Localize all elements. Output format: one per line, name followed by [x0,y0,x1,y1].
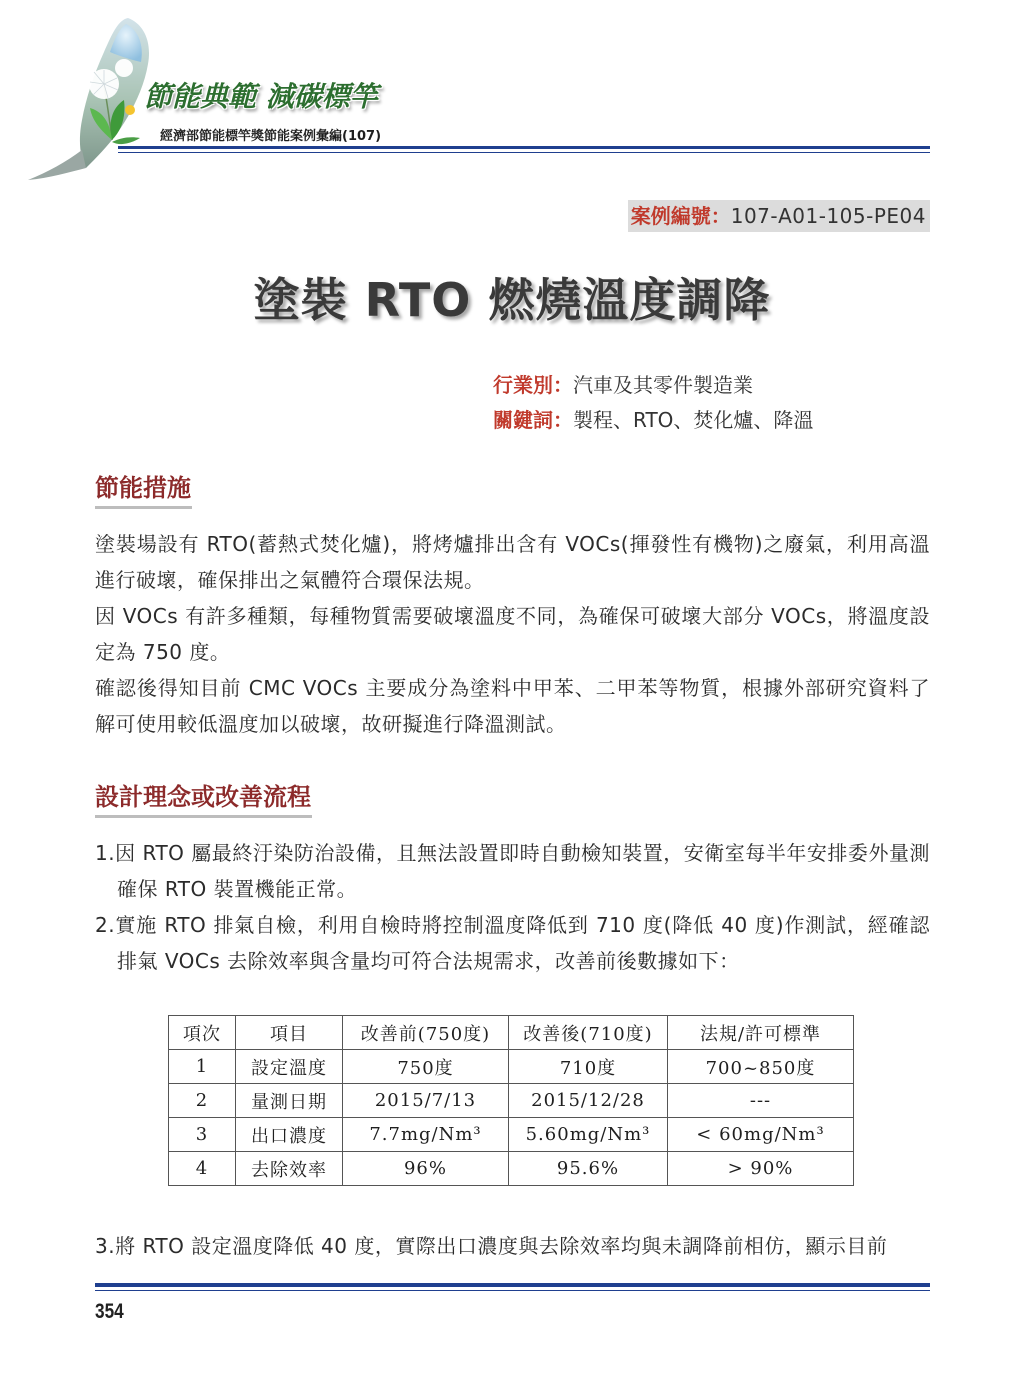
header-rule-thin [118,152,930,153]
table-row [169,1050,854,1084]
table-cell: 700~850度 [668,1050,854,1084]
list-item: 1.因 RTO 屬最終汙染防治設備，且無法設置即時自動檢知裝置，安衛室每半年安排委外量測確保 RTO 裝置機能正常。 [95,841,930,901]
table-cell: 2 [169,1084,236,1118]
list-item: 2.實施 RTO 排氣自檢，利用自檢時將控制溫度降低到 710 度(降低 40 度)作測試，經確認排氣 VOCs 去除效率與含量均可符合法規需求，改善前後數據如下： [95,913,930,973]
table-cell: 4 [169,1152,236,1186]
table-cell: 5.60mg/Nm³ [509,1118,668,1152]
paragraph: 因 VOCs 有許多種類，每種物質需要破壞溫度不同，為確保可破壞大部分 VOCs，將溫度設定為 750 度。 [95,604,930,664]
table-header-cell: 改善後(710度) [509,1016,668,1050]
table-cell: 95.6% [509,1152,668,1186]
improvement-data-table [168,1015,854,1186]
table-cell: < 60mg/Nm³ [668,1118,854,1152]
table-cell: 750度 [343,1050,509,1084]
page-number: 354 [95,1300,124,1323]
table-cell: > 90% [668,1152,854,1186]
table-header-cell: 項次 [169,1016,236,1050]
table-row [169,1152,854,1186]
list-item: 3.將 RTO 設定溫度降低 40 度，實際出口濃度與去除效率均與未調降前相仿，顯示目前 [95,1234,888,1258]
table-header-cell: 法規/許可標準 [668,1016,854,1050]
table-row [169,1084,854,1118]
table-cell: 去除效率 [236,1152,343,1186]
brand-title: 節能典範 減碳標竿 [144,80,378,113]
table-cell: --- [668,1084,854,1118]
case-number-label: 案例編號： [630,204,731,228]
industry-line [493,368,813,403]
table-cell: 設定溫度 [236,1050,343,1084]
process-list [95,835,930,979]
table-header-cell: 改善前(750度) [343,1016,509,1050]
table-cell: 96% [343,1152,509,1186]
section-heading-process: 設計理念或改善流程 [95,781,312,818]
table-cell: 出口濃度 [236,1118,343,1152]
keywords-line [493,403,813,438]
case-number-value: 107-A01-105-PE04 [730,204,926,228]
footer-rule-thin [95,1290,930,1291]
case-meta [493,368,813,438]
table-cell: 1 [169,1050,236,1084]
measures-body [95,526,930,742]
paragraph: 確認後得知目前 CMC VOCs 主要成分為塗料中甲苯、二甲苯等物質，根據外部研究資料了解可使用較低溫度加以破壞，故研擬進行降溫測試。 [95,676,930,736]
table-cell: 7.7mg/Nm³ [343,1118,509,1152]
table-cell: 2015/12/28 [509,1084,668,1118]
paragraph: 塗裝場設有 RTO(蓄熱式焚化爐)，將烤爐排出含有 VOCs(揮發性有機物)之廢氣，利用高溫進行破壞，確保排出之氣體符合環保法規。 [95,532,930,592]
footer-rule [95,1283,930,1287]
table-header-row [169,1016,854,1050]
keywords-label: 關鍵詞： [493,408,573,432]
header-rule [118,146,930,149]
table-cell: 2015/7/13 [343,1084,509,1118]
table-header-cell: 項目 [236,1016,343,1050]
table-cell: 3 [169,1118,236,1152]
process-list-continued [95,1228,930,1264]
table-cell: 量測日期 [236,1084,343,1118]
industry-value: 汽車及其零件製造業 [573,373,753,397]
section-heading-measures: 節能措施 [95,472,192,509]
table-cell: 710度 [509,1050,668,1084]
table-row [169,1118,854,1152]
page-title: 塗裝 RTO 燃燒溫度調降 [253,273,771,327]
case-number-box [628,200,930,232]
brand-subtitle: 經濟部節能標竿獎節能案例彙編(107) [160,129,382,144]
keywords-value: 製程、RTO、焚化爐、降溫 [573,408,814,432]
industry-label: 行業別： [493,373,573,397]
